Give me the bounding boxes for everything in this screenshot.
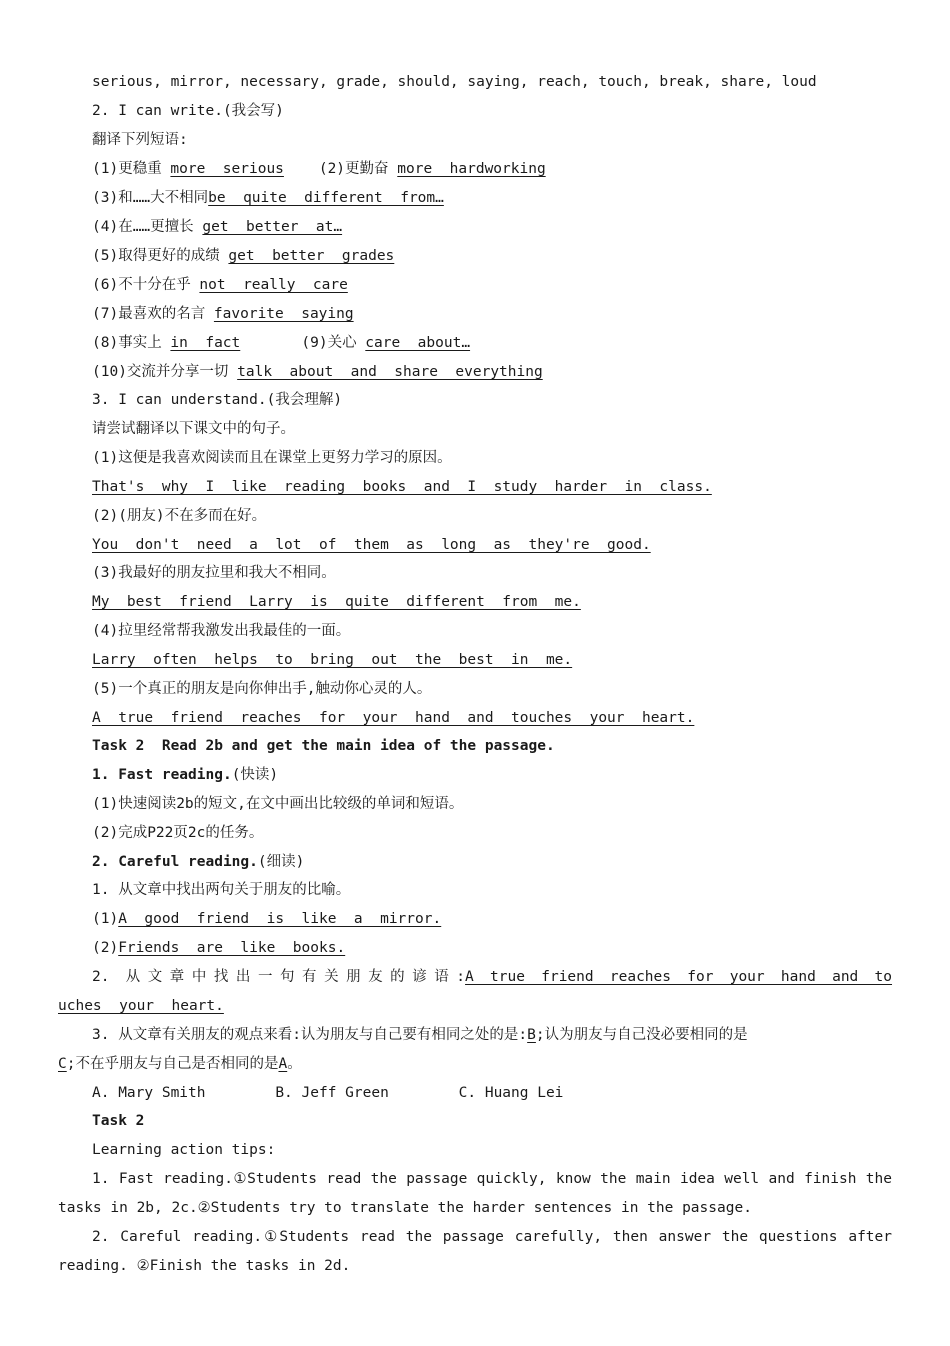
fast-reading-label-cn: (快读): [231, 767, 279, 783]
phrase-answer: care about…: [365, 335, 471, 351]
understand-instruction: 请尝试翻译以下课文中的句子。: [92, 421, 295, 437]
vocab-line: serious, mirror, necessary, grade, should, saying, reach, touch, break, share, loud: [92, 74, 817, 90]
phrase-row: [92, 159, 546, 179]
task2-tips-heading: Task 2: [92, 1113, 145, 1129]
phrase-row: [92, 333, 470, 353]
proverb-answer: A true friend reaches for your hand and to: [465, 969, 893, 985]
phrase-prompt: (6)不十分在乎: [92, 277, 200, 293]
metaphor-row: [92, 909, 441, 929]
phrase-row: [92, 304, 354, 324]
phrase-answer: get better grades: [228, 248, 395, 264]
metaphor-answer: Friends are like books.: [118, 940, 346, 956]
write-heading: 2. I can write.(我会写): [92, 103, 284, 119]
metaphor-answer: A good friend is like a mirror.: [118, 911, 442, 927]
tip-1-cont: tasks in 2b, 2c.②Students try to translate the harder sentences in the passage.: [58, 1200, 752, 1216]
sentence-cn: (5)一个真正的朋友是向你伸出手,触动你心灵的人。: [92, 681, 432, 697]
phrase-row: [92, 362, 543, 382]
question-1: 1. 从文章中找出两句关于朋友的比喻。: [92, 882, 351, 898]
metaphor-prefix: (2): [92, 940, 119, 956]
fast-item: (2)完成P22页2c的任务。: [92, 825, 264, 841]
phrase-answer: in fact: [170, 335, 241, 351]
fast-reading-label: 1. Fast reading.: [92, 767, 232, 783]
phrase-prompt: (7)最喜欢的名言: [92, 306, 214, 322]
sentence-en: That's why I like reading books and I study harder in class.: [92, 479, 712, 495]
question-3-text: ;不在乎朋友与自己是否相同的是: [66, 1056, 279, 1072]
tip-1: 1. Fast reading.①Students read the passage quickly, know the main idea well and finish the: [92, 1171, 892, 1187]
tip-2-cont: reading. ②Finish the tasks in 2d.: [58, 1258, 351, 1274]
phrase-row: [92, 275, 348, 295]
phrase-prompt: (1)更稳重: [92, 161, 171, 177]
phrase-answer: be quite different from…: [208, 190, 444, 206]
question-3-text: ;认为朋友与自己没必要相同的是: [535, 1027, 748, 1043]
proverb-continuation: [58, 996, 224, 1016]
phrase-row: [92, 188, 444, 208]
phrase-answer: more hardworking: [397, 161, 546, 177]
answer-a: A: [278, 1056, 288, 1072]
phrase-prompt: (10)交流并分享一切: [92, 364, 238, 380]
question-2: [92, 967, 892, 987]
tips-label: Learning action tips:: [92, 1142, 276, 1158]
task2-heading: Task 2 Read 2b and get the main idea of the passage.: [92, 738, 555, 754]
write-instruction: 翻译下列短语:: [92, 132, 188, 148]
phrase-answer: not really care: [199, 277, 348, 293]
careful-reading-heading: [92, 852, 304, 872]
phrase-prompt: (8)事实上: [92, 335, 171, 351]
phrase-prompt: (2)更勤奋: [283, 161, 398, 177]
fast-item: (1)快速阅读2b的短文,在文中画出比较级的单词和短语。: [92, 796, 464, 812]
metaphor-prefix: (1): [92, 911, 119, 927]
sentence-en: My best friend Larry is quite different from me.: [92, 594, 581, 610]
option-list: A. Mary Smith B. Jeff Green C. Huang Lei: [92, 1085, 564, 1101]
sentence-cn: (3)我最好的朋友拉里和我大不相同。: [92, 565, 336, 581]
answer-b: B: [527, 1027, 536, 1043]
answer-c: C: [58, 1056, 67, 1072]
phrase-answer: favorite saying: [213, 306, 354, 322]
phrase-row: [92, 246, 394, 266]
phrase-answer: talk about and share everything: [237, 364, 543, 380]
phrase-answer: get better at…: [202, 219, 343, 235]
phrase-prompt: (4)在……更擅长: [92, 219, 203, 235]
sentence-cn: (4)拉里经常帮我激发出我最佳的一面。: [92, 623, 351, 639]
phrase-row: [92, 217, 342, 237]
sentence-en: Larry often helps to bring out the best in me.: [92, 652, 573, 668]
tip-2: 2. Careful reading.①Students read the passage carefully, then answer the questions after: [92, 1229, 892, 1245]
sentence-cn: (1)这便是我喜欢阅读而且在课堂上更努力学习的原因。: [92, 450, 452, 466]
careful-reading-label: 2. Careful reading.: [92, 854, 258, 870]
phrase-prompt: (3)和……大不相同: [92, 190, 209, 206]
understand-heading: 3. I can understand.(我会理解): [92, 392, 343, 408]
careful-reading-label-cn: (细读): [257, 854, 305, 870]
question-3-cont: [58, 1054, 302, 1074]
sentence-cn: (2)(朋友)不在多而在好。: [92, 508, 267, 524]
question-3-text: 3. 从文章有关朋友的观点来看:认为朋友与自己要有相同之处的是:: [92, 1027, 528, 1043]
question-3: [92, 1025, 748, 1045]
proverb-answer-cont: uches your heart.: [58, 998, 224, 1014]
phrase-prompt: (9)关心: [240, 335, 366, 351]
metaphor-row: [92, 938, 345, 958]
sentence-en: A true friend reaches for your hand and touches your heart.: [92, 710, 695, 726]
question-2-prompt: 2. 从文章中找出一句有关朋友的谚语:: [92, 969, 466, 985]
phrase-prompt: (5)取得更好的成绩: [92, 248, 229, 264]
question-3-text: 。: [287, 1056, 302, 1072]
sentence-en: You don't need a lot of them as long as they're good.: [92, 537, 651, 553]
phrase-answer: more serious: [170, 161, 284, 177]
fast-reading-heading: [92, 765, 278, 785]
